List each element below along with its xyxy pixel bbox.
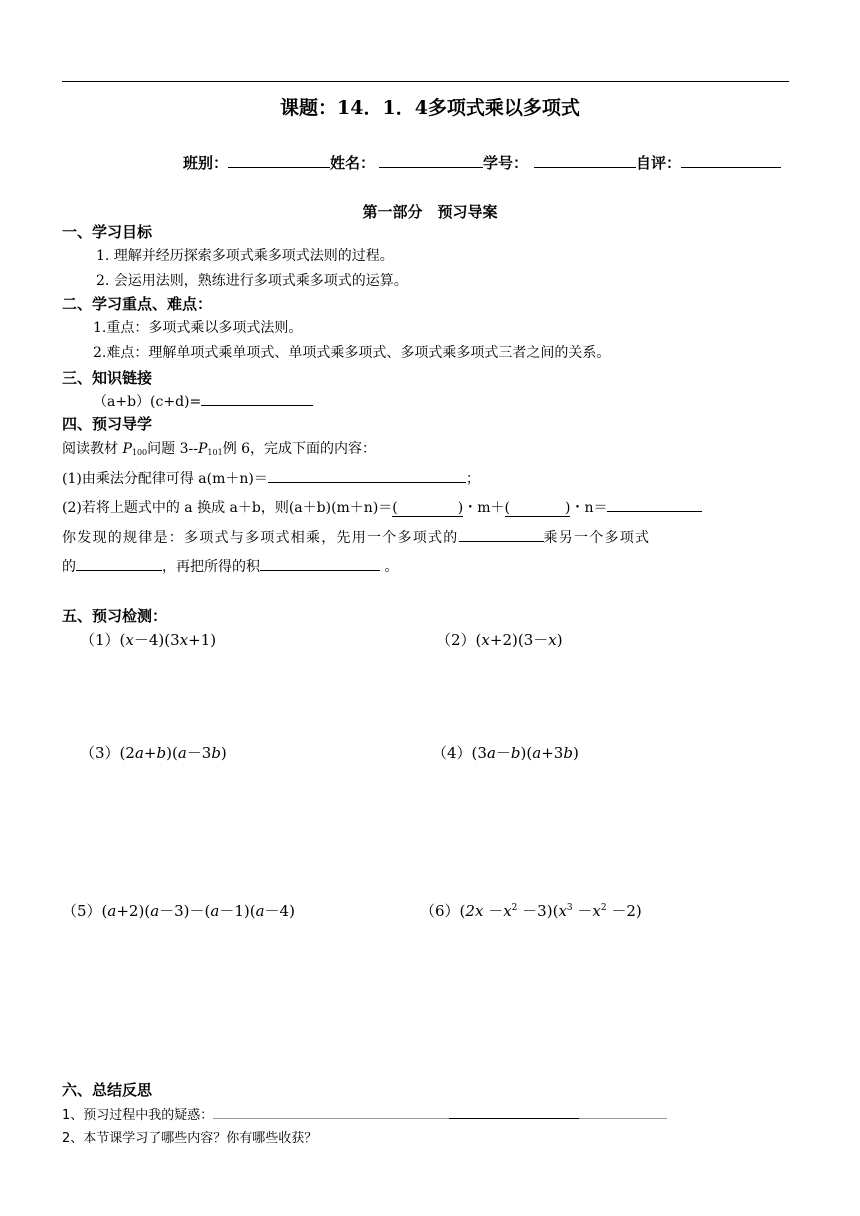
paren-close: ) — [564, 500, 571, 516]
page-title: 课题：14．1．4多项式乘以多项式 — [280, 97, 580, 119]
knowledge-formula: （a+b）(c+d)= — [93, 394, 202, 410]
paren-open: ( — [392, 500, 398, 516]
question2-answer-field[interactable] — [607, 496, 702, 512]
question1-answer-field[interactable] — [268, 467, 466, 483]
rule-text-d: ，再把所得的积 — [162, 559, 260, 575]
exercise-1: （1）(x－4)(3x+1) — [80, 631, 217, 649]
rule-text-c: 的 — [62, 559, 76, 575]
reflection-answer-field-a[interactable] — [213, 1105, 449, 1119]
exercise-number: （6） — [420, 902, 460, 920]
rule-blank-2[interactable] — [76, 555, 162, 571]
exercise-2: （2）(x+2)(3－x) — [436, 631, 563, 649]
question2-text: (2)若将上题式中的 a 换成 a＋b，则(a＋b)(m＋n)＝ — [62, 500, 393, 516]
reading-text-c: 例 6，完成下面的内容： — [222, 441, 377, 457]
rule-row-1 — [62, 526, 650, 547]
section5-heading: 五、预习检测： — [62, 607, 168, 625]
rule-blank-3[interactable] — [260, 555, 380, 571]
rule-text-a: 你发现的规律是：多项式与多项式相乘，先用一个多项式的 — [62, 530, 459, 546]
question2-blank2[interactable] — [505, 500, 571, 517]
name-label: 姓名： — [330, 154, 376, 172]
class-label: 班别： — [183, 154, 229, 172]
exercise-number: （1） — [80, 631, 120, 649]
exercise-3: （3）(2a+b)(a－3b) — [80, 744, 227, 762]
section1-heading: 一、学习目标 — [62, 223, 153, 241]
rule-text-e: 。 — [380, 559, 399, 575]
question1-text: (1)由乘法分配律可得 a(m＋n)＝ — [62, 471, 268, 487]
exercise-number: （4） — [432, 744, 472, 762]
question2-row — [62, 496, 702, 517]
section1-item1: 1. 理解并经历探索多项式乘多项式法则的过程。 — [96, 248, 394, 264]
knowledge-answer-field[interactable] — [201, 390, 313, 406]
reflection-question1-row — [62, 1104, 667, 1123]
page-ref-101: 101 — [207, 448, 223, 457]
self-eval-label: 自评： — [636, 154, 682, 172]
section2-item1: 1.重点：多项式乘以多项式法则。 — [93, 320, 303, 336]
id-label: 学号： — [483, 154, 529, 172]
question2-blank1[interactable] — [392, 500, 463, 517]
exercise-6: $(6)(2x -x^2 -3)(x^3 -x^2 -2)$ — [420, 902, 642, 920]
rule-text-b: 乘另一个多项式 — [543, 530, 651, 546]
student-info-row — [183, 152, 781, 173]
reflection-answer-field-b[interactable] — [449, 1105, 579, 1119]
rule-blank-1[interactable] — [459, 526, 544, 542]
section2-item2: 2.难点：理解单项式乘单项式、单项式乘多项式、多项式乘多项式三者之间的关系。 — [93, 345, 611, 361]
reading-instruction — [62, 438, 376, 458]
paren-open: ( — [504, 500, 510, 516]
exercise-number: （2） — [436, 631, 476, 649]
exercise-number: （5） — [62, 902, 102, 920]
paren-close: ) — [457, 500, 464, 516]
reflection-question2: 2、本节课学习了哪些内容？你有哪些收获？ — [62, 1131, 318, 1146]
section6-heading: 六、总结反思 — [62, 1081, 153, 1099]
rule-row-2 — [62, 555, 398, 576]
knowledge-formula-row — [93, 390, 313, 411]
section3-heading: 三、知识链接 — [62, 369, 153, 387]
class-field[interactable] — [228, 152, 330, 168]
section2-heading: 二、学习重点、难点： — [62, 295, 213, 313]
part1-title: 第一部分 预习导案 — [362, 203, 498, 221]
exercise-5: （5）(a+2)(a－3)－(a－1)(a－4) — [62, 902, 295, 920]
reading-text-a: 阅读教材 — [62, 441, 123, 457]
page-ref-100: 100 — [131, 448, 148, 457]
exercise-4: （4）(3a－b)(a+3b) — [432, 744, 579, 762]
name-field[interactable] — [379, 152, 483, 168]
reflection-question1: 1、预习过程中我的疑惑： — [62, 1108, 214, 1123]
question1-row — [62, 467, 480, 488]
self-eval-field[interactable] — [681, 152, 781, 168]
question2-text-b: ・m＋ — [463, 500, 505, 516]
reflection-answer-field-c[interactable] — [579, 1105, 667, 1119]
question2-text-c: ・n＝ — [570, 500, 608, 516]
exercise-number: （3） — [80, 744, 120, 762]
id-field[interactable] — [534, 152, 636, 168]
question1-end: ； — [465, 471, 480, 487]
section1-item2: 2. 会运用法则，熟练进行多项式乘多项式的运算。 — [96, 273, 408, 289]
page-ref-p: P — [197, 441, 208, 457]
section4-heading: 四、预习导学 — [62, 415, 153, 433]
reading-text-b: 问题 3-- — [147, 441, 198, 457]
top-rule — [62, 81, 789, 82]
page-ref-p: P — [122, 441, 132, 457]
